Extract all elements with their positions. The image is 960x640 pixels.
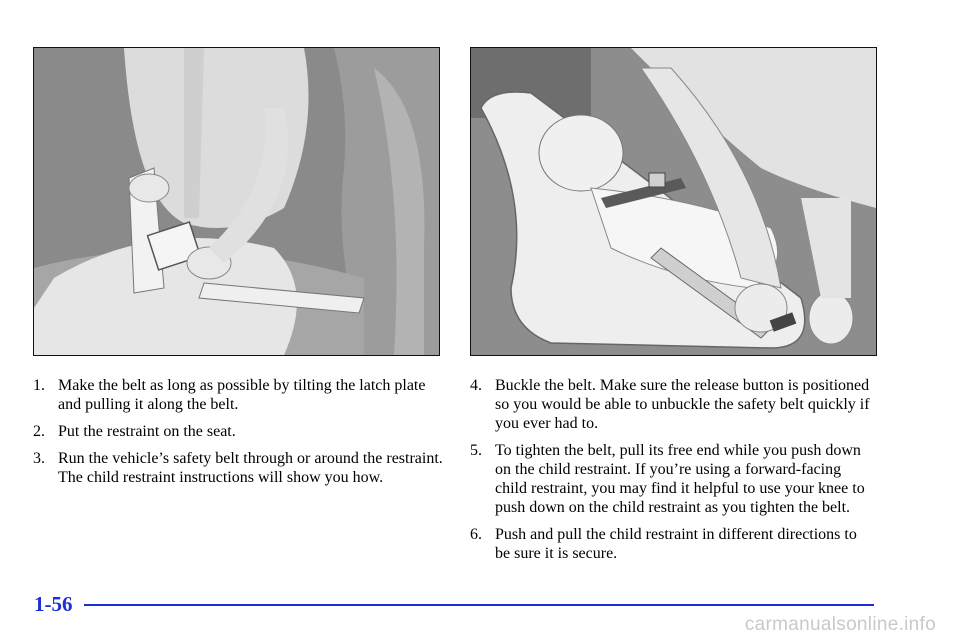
instructions-left-column	[33, 376, 443, 495]
footer-divider	[84, 604, 874, 606]
step-4	[470, 376, 875, 433]
step-number: 3.	[33, 450, 45, 467]
step-5	[470, 441, 875, 517]
latch-plate-drawing	[34, 48, 439, 355]
step-number: 5.	[470, 442, 482, 459]
step-number: 1.	[33, 377, 45, 394]
latch-plate-illustration	[33, 47, 440, 356]
step-number: 6.	[470, 526, 482, 543]
step-1	[33, 376, 443, 414]
step-6	[470, 525, 875, 563]
child-restraint-illustration	[470, 47, 877, 356]
page-number: 1-56	[34, 592, 73, 616]
step-text: Buckle the belt. Make sure the release button is positioned so you would be able to unbuckle the safety belt quickly if you ever had to.	[495, 377, 870, 432]
instructions-right-column	[470, 376, 875, 571]
watermark: carmanualsonline.info	[744, 614, 936, 635]
step-3	[33, 449, 443, 487]
step-text: To tighten the belt, pull its free end while you push down on the child restraint. If you’re using a forward-facing child restraint, you may find it helpful to use your knee to push down on the child restraint as you tighten the belt.	[495, 442, 865, 516]
step-2	[33, 422, 443, 441]
step-number: 4.	[470, 377, 482, 394]
step-text: Make the belt as long as possible by tilting the latch plate and pulling it along the belt.	[58, 377, 426, 413]
step-text: Run the vehicle’s safety belt through or around the restraint. The child restraint instructions will show you how.	[58, 450, 443, 486]
child-restraint-drawing	[471, 48, 876, 355]
step-text: Push and pull the child restraint in different directions to be sure it is secure.	[495, 526, 857, 562]
step-number: 2.	[33, 423, 45, 440]
step-text: Put the restraint on the seat.	[58, 423, 236, 440]
